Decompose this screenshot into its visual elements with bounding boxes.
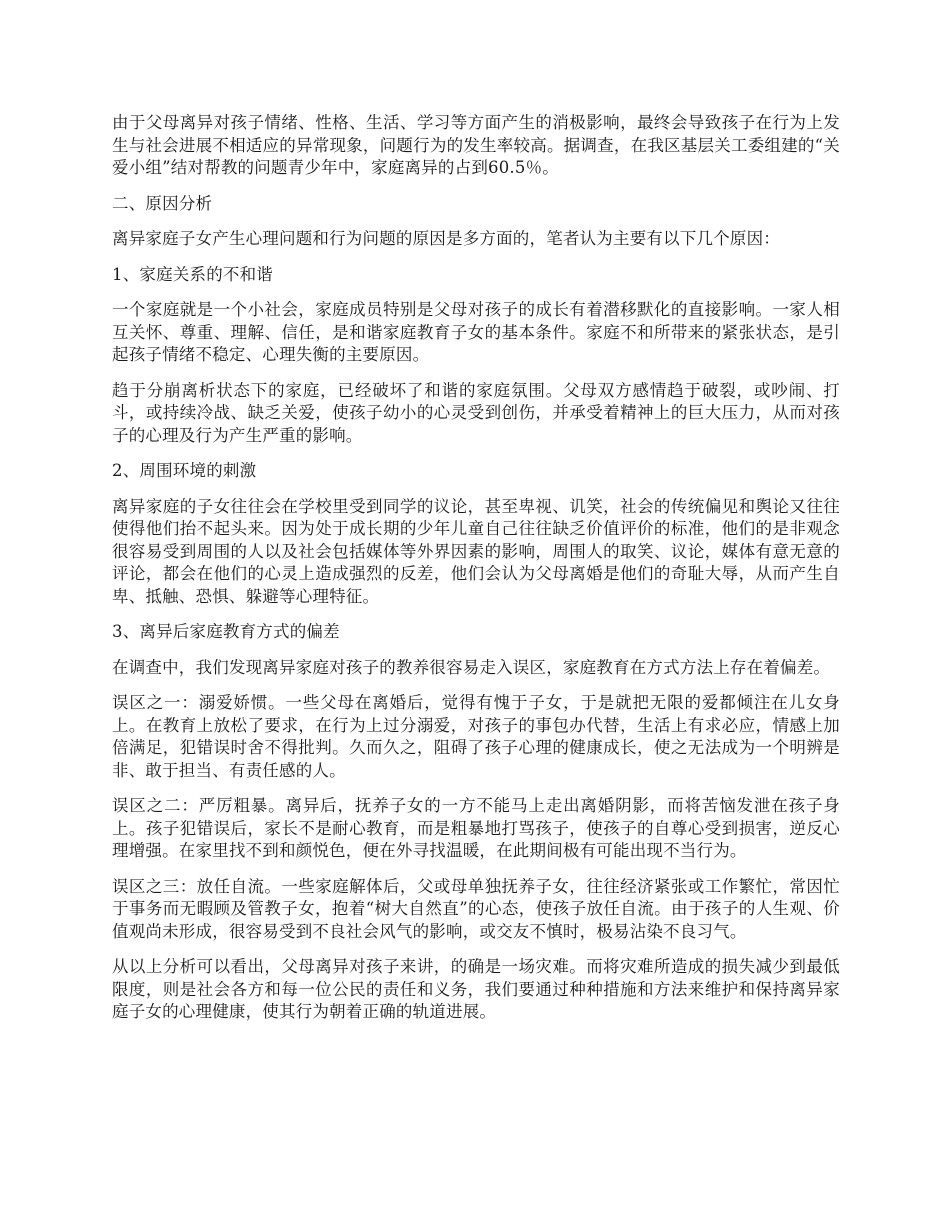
subheading-environment-stimulus: 2、周围环境的刺激 — [112, 461, 257, 480]
paragraph-misconception-two: 误区之二：严厉粗暴。离异后，抚养子女的一方不能马上走出离婚阴影，而将苦恼发泄在孩子身上。孩子犯错误后，家长不是耐心教育，而是粗暴地打骂孩子，使孩子的自尊心受到损害，逆反心理增强。在家里找不到和颜悦色，便在外寻找温暖，在此期间极有可能出现不当行为。 — [112, 796, 840, 860]
subheading-education-deviation: 3、离异后家庭教育方式的偏差 — [112, 622, 340, 641]
paragraph-family-small-society: 一个家庭就是一个小社会，家庭成员特别是父母对孩子的成长有着潜移默化的直接影响。一家人相互关怀、尊重、理解、信任，是和谐家庭教育子女的基本条件。家庭不和所带来的紧张状态，是引起孩子情绪不稳定、心理失衡的主要原因。 — [112, 300, 840, 364]
paragraph-conclusion: 从以上分析可以看出，父母离异对孩子来讲，的确是一场灾难。而将灾难所造成的损失减少到最低限度，则是社会各方和每一位公民的责任和义务，我们要通过种种措施和方法来维护和保持离异家庭子女的心理健康，使其行为朝着正确的轨道进展。 — [112, 957, 840, 1021]
section-heading-cause-analysis: 二、原因分析 — [112, 193, 213, 213]
paragraph-survey: 在调查中，我们发现离异家庭对孩子的教养很容易走入误区，家庭教育在方式方法上存在着偏差。 — [112, 657, 831, 677]
paragraph-cause-overview: 离异家庭子女产生心理问题和行为问题的原因是多方面的，笔者认为主要有以下几个原因： — [112, 229, 780, 248]
document-body — [112, 112, 840, 1037]
paragraph-environment: 离异家庭的子女往往会在学校里受到同学的议论，甚至卑视、讥笑，社会的传统偏见和舆论又往往使得他们抬不起头来。因为处于成长期的少年儿童自己往往缺乏价值评价的标准，他们的是非观念很容易受到周围的人以及社会包括媒体等外界因素的影响，周围人的取笑、议论，媒体有意无意的评论，都会在他们的心灵上造成强烈的反差，他们会认为父母离婚是他们的奇耻大辱，从而产生自卑、抵触、恐惧、躲避等心理特征。 — [112, 496, 840, 606]
paragraph-intro: 由于父母离异对孩子情绪、性格、生活、学习等方面产生的消极影响，最终会导致孩子在行为上发生与社会进展不相适应的异常现象，问题行为的发生率较高。据调查，在我区基层关工委组建的“关爱小组”结对帮教的问题青少年中，家庭离异的占到60.5％。 — [112, 113, 840, 177]
paragraph-misconception-one: 误区之一：溺爱娇惯。一些父母在离婚后，觉得有愧于子女，于是就把无限的爱都倾注在儿女身上。在教育上放松了要求，在行为上过分溺爱，对孩子的事包办代替，生活上有求必应，情感上加倍满足，犯错误时舍不得批判。久而久之，阻碍了孩子心理的健康成长，使之无法成为一个明辨是非、敢于担当、有责任感的人。 — [112, 693, 840, 780]
paragraph-family-breakdown: 趋于分崩离析状态下的家庭，已经破坏了和谐的家庭氛围。父母双方感情趋于破裂，或吵闹、打斗，或持续冷战、缺乏关爱，使孩子幼小的心灵受到创伤，并承受着精神上的巨大压力，从而对孩子的心理及行为产生严重的影响。 — [112, 380, 840, 445]
subheading-family-disharmony: 1、家庭关系的不和谐 — [112, 264, 273, 284]
paragraph-misconception-three: 误区之三：放任自流。一些家庭解体后，父或母单独抚养子女，往往经济紧张或工作繁忙，常因忙于事务而无暇顾及管教子女，抱着“树大自然直”的心态，使孩子放任自流。由于孩子的人生观、价值观尚未形成，很容易受到不良社会风气的影响，或交友不慎时，极易沾染不良习气。 — [112, 876, 840, 941]
